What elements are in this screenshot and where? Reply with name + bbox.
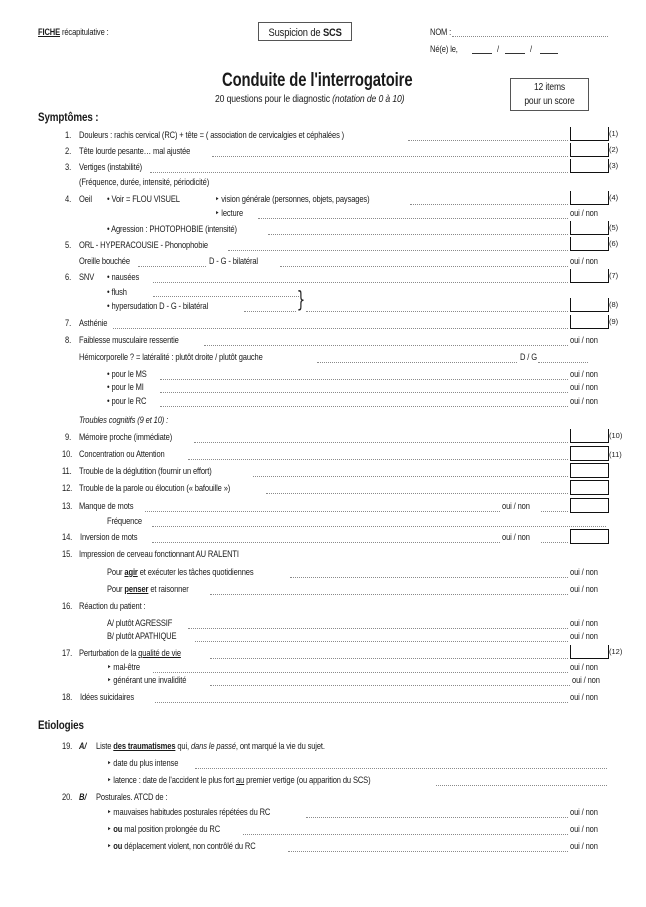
q18-answer[interactable]: oui / non xyxy=(570,692,598,702)
q1-score-box[interactable] xyxy=(570,127,609,141)
q17-invalid-answer[interactable]: oui / non xyxy=(572,675,600,685)
q10-label: Concentration ou Attention xyxy=(79,449,165,459)
q19-pre: Liste xyxy=(96,741,112,751)
section-etiologies: Etiologies xyxy=(38,718,84,732)
q5-oreille-answer[interactable]: oui / non xyxy=(570,256,598,266)
q6-nausees-score-box[interactable] xyxy=(570,269,609,283)
q15-number: 15. xyxy=(62,549,73,559)
q16-a-answer[interactable]: oui / non xyxy=(570,618,598,628)
page-subtitle xyxy=(215,93,404,105)
dob-sep-1: / xyxy=(497,44,499,54)
q5-oreille-side: D - G - bilatéral xyxy=(209,256,258,266)
fiche-label xyxy=(38,27,109,38)
fiche-suffix: récapitulative : xyxy=(61,27,109,37)
dob-year-field[interactable] xyxy=(540,53,558,54)
q16-number: 16. xyxy=(62,601,73,611)
q19-post: , ont marqué la vie du sujet. xyxy=(235,741,325,751)
q11-leader xyxy=(253,476,568,477)
q15-penser-pre: Pour xyxy=(107,584,123,594)
q17-number: 17. xyxy=(62,648,73,658)
q20-item-1: ‣ mauvaises habitudes posturales répétées du RC xyxy=(107,807,271,817)
q8-hemi-leader-2 xyxy=(538,362,588,363)
q8-hemi: Hémicorporelle ? = latéralité : plutôt droite / plutôt gauche xyxy=(79,352,263,362)
q3-ref: (3) xyxy=(609,161,619,170)
q14-leader-2 xyxy=(541,542,568,543)
q6-label: SNV xyxy=(79,272,95,282)
q3-sublabel: (Fréquence, durée, intensité, périodicité) xyxy=(79,177,210,187)
q16-b-answer[interactable]: oui / non xyxy=(570,631,598,641)
q17-label xyxy=(79,648,181,659)
q4-voir: • Voir = FLOU VISUEL xyxy=(107,194,180,204)
q15-agir-underlined: agir xyxy=(124,567,138,577)
q15-penser xyxy=(107,584,189,595)
q9-number: 9. xyxy=(65,432,72,442)
q5-oreille-leader-2 xyxy=(280,266,568,267)
q14-label: Inversion de mots xyxy=(80,532,138,542)
q19-latence xyxy=(107,775,370,786)
q13-answer[interactable]: oui / non xyxy=(502,501,530,511)
q6-flush: • flush xyxy=(107,287,127,297)
q11-number: 11. xyxy=(62,466,72,476)
q20-item-3-answer[interactable]: oui / non xyxy=(570,841,598,851)
q19-latence-post: premier vertige (ou apparition du SCS) xyxy=(246,775,371,785)
q8-hemi-leader-1 xyxy=(317,362,517,363)
q1-leader xyxy=(408,140,568,141)
cognitive-heading: Troubles cognitifs (9 et 10) : xyxy=(79,415,169,425)
q4-agression-score-box[interactable] xyxy=(570,221,609,235)
q20-item-3-text: déplacement violent, non contrôlé du RC xyxy=(124,841,256,851)
q7-label: Asthénie xyxy=(79,318,108,328)
q20-item-2-answer[interactable]: oui / non xyxy=(570,824,598,834)
q9-leader xyxy=(194,442,568,443)
q9-ref: (10) xyxy=(609,431,623,440)
q18-label: Idées suicidaires xyxy=(80,692,135,702)
q2-label: Tête lourde pesante… mal ajustée xyxy=(79,146,191,156)
q15-penser-post: et raisonner xyxy=(150,584,189,594)
suspicion-scs: SCS xyxy=(322,27,342,39)
q2-score-box[interactable] xyxy=(570,143,609,157)
q1-ref: (1) xyxy=(609,129,619,138)
q17-score-box[interactable] xyxy=(570,645,609,659)
q6-hyper-score-box[interactable] xyxy=(570,298,609,312)
q13-frequence-field[interactable] xyxy=(152,526,606,527)
suspicion-prefix: Suspicion de xyxy=(268,27,321,39)
q2-leader xyxy=(212,156,568,157)
q13-leader-2 xyxy=(541,511,568,512)
q17-label-underlined: qualité de vie xyxy=(138,648,181,658)
q19-italic: dans le passé xyxy=(190,741,236,751)
q20-label: Posturales. ATCD de : xyxy=(96,792,168,802)
q4-ref-vision: (4) xyxy=(609,193,619,202)
q14-score-box[interactable] xyxy=(570,529,609,544)
q13-label: Manque de mots xyxy=(79,501,134,511)
q6-nausees-leader xyxy=(153,282,568,283)
q1-number: 1. xyxy=(65,130,72,140)
suspicion-box xyxy=(258,22,352,41)
q10-number: 10. xyxy=(62,449,73,459)
page-title: Conduite de l'interrogatoire xyxy=(222,70,413,91)
q19-latence-underlined: au xyxy=(236,775,245,785)
score-box-line2: pour un score xyxy=(524,96,575,107)
q5-label: ORL - HYPERACOUSIE - Phonophobie xyxy=(79,240,208,250)
q17-mal-answer[interactable]: oui / non xyxy=(570,662,598,672)
q20-item-1-leader xyxy=(306,817,568,818)
q15-agir-answer[interactable]: oui / non xyxy=(570,567,598,577)
q12-number: 12. xyxy=(62,483,73,493)
q12-score-box[interactable] xyxy=(570,480,609,495)
q20-item-2 xyxy=(107,824,220,835)
q6-hyper-leader-2 xyxy=(306,311,568,312)
q12-label: Trouble de la parole ou élocution (« bafouille ») xyxy=(79,483,231,493)
q11-score-box[interactable] xyxy=(570,463,609,478)
nom-field[interactable] xyxy=(452,36,608,37)
q3-score-box[interactable] xyxy=(570,159,609,173)
q5-oreille: Oreille bouchée xyxy=(79,256,130,266)
q19-date-field[interactable] xyxy=(195,768,607,769)
q14-answer[interactable]: oui / non xyxy=(502,532,530,542)
q4-label: Oeil xyxy=(79,194,92,204)
q15-label: Impression de cerveau fonctionnant AU RALENTI xyxy=(79,549,239,559)
q17-ref: (12) xyxy=(609,647,623,656)
q3-number: 3. xyxy=(65,162,72,172)
q10-ref: (11) xyxy=(609,450,622,459)
q7-ref: (9) xyxy=(609,317,619,326)
brace-icon: } xyxy=(296,288,306,313)
q13-number: 13. xyxy=(62,501,73,511)
q9-label: Mémoire proche (immédiate) xyxy=(79,432,173,442)
q1-label: Douleurs : rachis cervical (RC) + tête = ( association de cervicalgies et céphalées ) xyxy=(79,130,345,140)
q6-flush-leader xyxy=(153,296,299,297)
q10-score-box[interactable] xyxy=(570,446,609,461)
q8-ms-answer[interactable]: oui / non xyxy=(570,369,598,379)
q16-label: Réaction du patient : xyxy=(79,601,146,611)
q15-penser-leader xyxy=(210,594,568,595)
q17-leader xyxy=(210,658,568,659)
q18-number: 18. xyxy=(62,692,73,702)
q20-item-2-text: mal position prolongée du RC xyxy=(124,824,221,834)
subtitle-main: 20 questions pour le diagnostic xyxy=(215,93,330,105)
q13-frequence: Fréquence xyxy=(107,516,142,526)
q19-number: 19. xyxy=(62,741,73,751)
q4-agression-leader xyxy=(268,234,568,235)
q8-rc: • pour le RC xyxy=(107,396,147,406)
score-box-line1: 12 items xyxy=(533,82,566,93)
q5-score-box[interactable] xyxy=(570,237,609,251)
q12-leader xyxy=(266,493,568,494)
q15-agir-post: et exécuter les tâches quotidiennes xyxy=(139,567,254,577)
q4-lecture-leader xyxy=(258,218,568,219)
q19-bold-underlined: des traumatismes xyxy=(113,741,176,751)
q3-label: Vertiges (instabilité) xyxy=(79,162,143,172)
q17-mal-leader xyxy=(153,672,568,673)
q17-invalid-leader xyxy=(210,685,570,686)
q20-item-2-leader xyxy=(243,834,568,835)
q20-item-3-leader xyxy=(288,851,568,852)
q8-rc-leader xyxy=(160,406,568,407)
q17-invalidite: ‣ générant une invalidité xyxy=(107,675,187,685)
q16-b: B/ plutôt APATHIQUE xyxy=(107,631,177,641)
q4-vision-score-box[interactable] xyxy=(570,191,609,205)
q8-label: Faiblesse musculaire ressentie xyxy=(79,335,179,345)
q15-penser-answer[interactable]: oui / non xyxy=(570,584,598,594)
q7-number: 7. xyxy=(65,318,72,328)
q19-label xyxy=(96,741,325,752)
q4-agression: • Agression : PHOTOPHOBIE (intensité) xyxy=(107,224,237,234)
q10-leader xyxy=(188,459,568,460)
q8-mi-leader xyxy=(160,392,568,393)
q11-label: Trouble de la déglutition (fournir un effort) xyxy=(79,466,212,476)
q19-latence-field[interactable] xyxy=(436,785,607,786)
q19-date: ‣ date du plus intense xyxy=(107,758,179,768)
q8-answer[interactable]: oui / non xyxy=(570,335,598,345)
q5-leader xyxy=(228,250,568,251)
q6-ref-nausees: (7) xyxy=(609,271,619,280)
q6-hyper-leader-1 xyxy=(244,311,296,312)
bullet-icon: ‣ xyxy=(107,824,112,834)
q17-label-pre: Perturbation de la xyxy=(79,648,137,658)
q8-number: 8. xyxy=(65,335,72,345)
q8-ms: • pour le MS xyxy=(107,369,147,379)
q4-number: 4. xyxy=(65,194,72,204)
bullet-icon: ‣ xyxy=(107,841,112,851)
q4-vision-leader xyxy=(410,204,568,205)
q19-mid: qui, xyxy=(177,741,190,751)
q2-ref: (2) xyxy=(609,145,619,154)
q19-letter: A/ xyxy=(79,741,87,751)
q8-leader xyxy=(204,345,568,346)
q15-agir-leader xyxy=(290,577,568,578)
q20-item-1-answer[interactable]: oui / non xyxy=(570,807,598,817)
q14-number: 14. xyxy=(62,532,73,542)
q18-leader xyxy=(155,702,568,703)
q14-leader-1 xyxy=(152,542,500,543)
q7-score-box[interactable] xyxy=(570,315,609,329)
q15-penser-underlined: penser xyxy=(124,584,149,594)
q20-item-2-or: ou xyxy=(113,824,123,834)
dob-label: Né(e) le, xyxy=(430,44,458,54)
q4-lecture-answer[interactable]: oui / non xyxy=(570,208,598,218)
q16-a-leader xyxy=(188,628,568,629)
q5-number: 5. xyxy=(65,240,72,250)
q6-nausees: • nausées xyxy=(107,272,140,282)
q15-agir xyxy=(107,567,253,578)
q7-leader xyxy=(113,328,568,329)
q6-hypersudation: • hypersudation D - G - bilatéral xyxy=(107,301,209,311)
q20-number: 20. xyxy=(62,792,73,802)
q4-vision: ‣ vision générale (personnes, objets, paysages) xyxy=(215,194,370,204)
q8-mi-answer[interactable]: oui / non xyxy=(570,382,598,392)
q15-agir-pre: Pour xyxy=(107,567,123,577)
q4-ref-agression: (5) xyxy=(609,223,619,232)
q20-item-3-or: ou xyxy=(113,841,123,851)
q2-number: 2. xyxy=(65,146,72,156)
q20-item-3 xyxy=(107,841,256,852)
nom-label: NOM : xyxy=(430,27,452,37)
q8-hemi-answer[interactable]: D / G xyxy=(520,352,537,362)
q13-leader-1 xyxy=(145,511,500,512)
q8-mi: • pour le MI xyxy=(107,382,144,392)
q19-latence-pre: ‣ latence : date de l'accident le plus fort xyxy=(107,775,235,785)
dob-month-field[interactable] xyxy=(505,53,525,54)
fiche-word: FICHE xyxy=(38,27,60,37)
q6-number: 6. xyxy=(65,272,72,282)
subtitle-italic: (notation de 0 à 10) xyxy=(332,93,405,105)
q6-ref-hyper: (8) xyxy=(609,300,619,309)
dob-day-field[interactable] xyxy=(472,53,492,54)
section-symptomes: Symptômes : xyxy=(38,110,99,124)
q17-mal-etre: ‣ mal-être xyxy=(107,662,140,672)
dob-sep-2: / xyxy=(530,44,532,54)
q9-score-box[interactable] xyxy=(570,429,609,443)
q8-rc-answer[interactable]: oui / non xyxy=(570,396,598,406)
q5-oreille-leader-1 xyxy=(138,266,206,267)
q8-ms-leader xyxy=(160,379,568,380)
q13-score-box[interactable] xyxy=(570,498,609,513)
q3-leader xyxy=(150,172,568,173)
q16-a: A/ plutôt AGRESSIF xyxy=(107,618,173,628)
q16-b-leader xyxy=(195,641,568,642)
q4-lecture: ‣ lecture xyxy=(215,208,244,218)
score-box xyxy=(510,78,589,111)
q5-ref: (6) xyxy=(609,239,619,248)
q20-letter: B/ xyxy=(79,792,87,802)
